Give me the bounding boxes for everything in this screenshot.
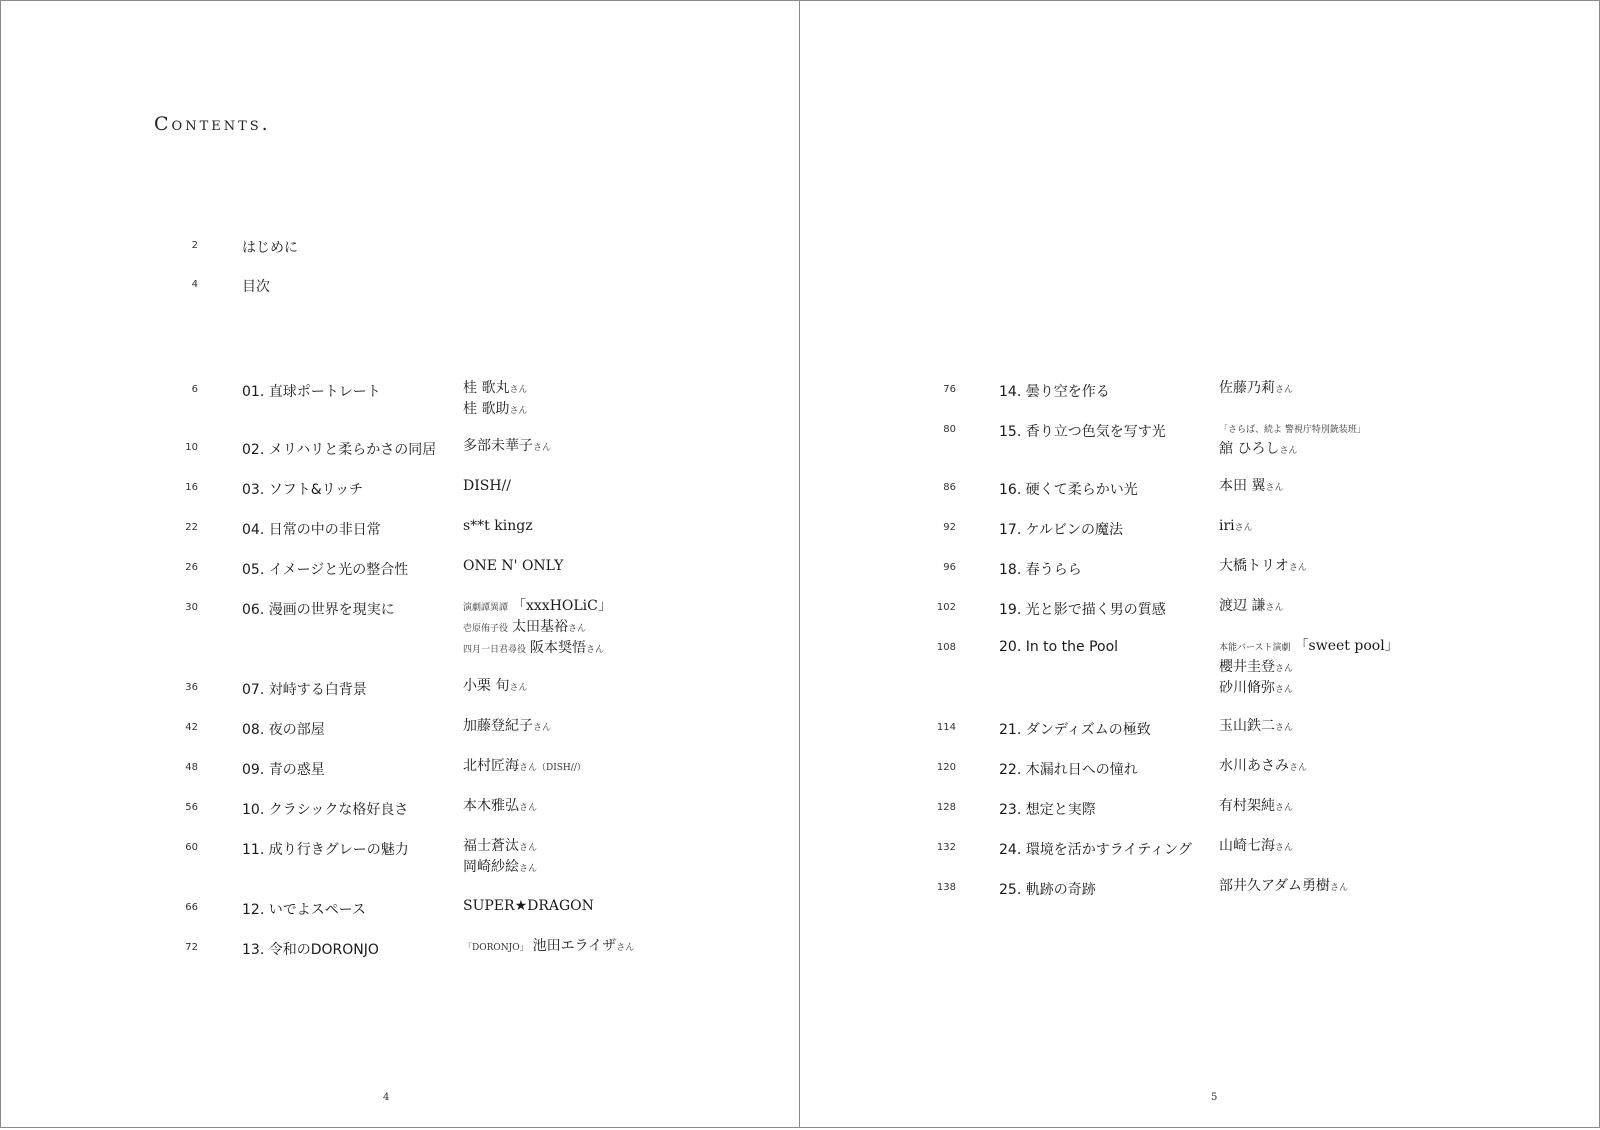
entry-credits: [1219, 379, 1293, 400]
credit-name: 桂 歌助: [463, 401, 510, 417]
toc-entry: [1, 758, 586, 779]
credit-line: [463, 717, 551, 738]
entry-credits: [1219, 797, 1293, 818]
credit-suffix: さん: [1265, 483, 1284, 493]
credit-suffix: さん: [509, 385, 528, 395]
intro-title: はじめに: [242, 240, 298, 256]
credit-line: [1219, 797, 1293, 818]
credit-name: 「sweet pool」: [1294, 638, 1399, 654]
entry-credits: [463, 757, 586, 778]
entry-title: 25. 軌跡の奇跡: [999, 882, 1096, 898]
credit-prefix: 本能バースト演劇: [1219, 643, 1291, 653]
credit-line: [1219, 419, 1370, 440]
credit-line: [463, 937, 634, 958]
entry-title: 03. ソフト&リッチ: [242, 482, 364, 498]
toc-entry: [1, 799, 561, 819]
entry-credits: [463, 717, 551, 738]
toc-entry: [1, 898, 594, 919]
credit-name: 岡崎紗絵: [463, 859, 519, 875]
page-number-left: 4: [383, 1092, 390, 1103]
toc-entry: [1, 838, 561, 875]
credit-name: 本木雅弘: [463, 798, 519, 814]
toc-entry: [800, 759, 1360, 779]
entry-page-number: 30: [185, 602, 198, 613]
entry-credits: [1219, 837, 1293, 858]
entry-credits: [1219, 757, 1307, 778]
entry-page-number: 76: [943, 384, 956, 395]
entry-title: 19. 光と影で描く男の質感: [999, 602, 1166, 618]
credit-line: [463, 837, 537, 858]
credit-name: 佐藤乃莉: [1219, 380, 1275, 396]
entry-credits: [1219, 477, 1283, 498]
entry-page-number: 36: [185, 682, 198, 693]
entry-credits: [1219, 517, 1253, 538]
entry-title: 20. In to the Pool: [999, 639, 1119, 655]
credit-line: [1219, 379, 1293, 400]
credit-name: 大橋トリオ: [1219, 558, 1289, 574]
entry-title: 08. 夜の部屋: [242, 722, 325, 738]
intro-title: 目次: [242, 279, 270, 295]
entry-title: 05. イメージと光の整合性: [242, 562, 409, 578]
credit-suffix: さん: [1275, 664, 1294, 674]
credit-line: [463, 677, 527, 698]
entry-title: 06. 漫画の世界を現実に: [242, 602, 395, 618]
credit-suffix: さん: [509, 406, 528, 416]
credit-name: 部井久アダム勇樹: [1219, 878, 1331, 894]
intro-page-number: 2: [191, 240, 198, 251]
toc-entry: [800, 599, 1360, 619]
entry-page-number: 42: [185, 722, 198, 733]
credit-name: 福士蒼汰: [463, 838, 519, 854]
entry-page-number: 96: [943, 562, 956, 573]
entry-credits: [463, 677, 527, 698]
entry-credits: [1219, 637, 1399, 700]
entry-title: 12. いでよスペース: [242, 902, 367, 918]
contents-heading: Contents.: [154, 113, 271, 135]
entry-title: 02. メリハリと柔らかさの同居: [242, 442, 437, 458]
entry-credits: [463, 597, 612, 660]
entry-credits: [463, 477, 511, 496]
toc-entry: [800, 479, 1360, 499]
entry-title: 14. 曇り空を作る: [999, 384, 1110, 400]
toc-entry: [800, 879, 1360, 899]
toc-entry: [1, 479, 561, 499]
credit-name: 水川あさみ: [1219, 758, 1289, 774]
toc-entry: [1, 519, 561, 539]
credit-suffix: さん: [1289, 763, 1308, 773]
credit-line: [1219, 440, 1370, 461]
toc-entry: [1, 598, 612, 656]
credit-suffix: さん: [519, 864, 538, 874]
credit-line: [463, 400, 527, 421]
entry-credits: [463, 937, 634, 958]
entry-credits: [463, 517, 533, 536]
entry-title: 22. 木漏れ日への憧れ: [999, 762, 1138, 778]
left-page: [0, 0, 800, 1128]
entry-page-number: 86: [943, 482, 956, 493]
toc-entry: [1, 380, 561, 417]
intro-page-number: 4: [191, 279, 198, 290]
credit-prefix: 演劇譚異譚: [463, 603, 509, 613]
entry-credits: [463, 437, 551, 458]
credit-suffix: さん: [586, 645, 605, 655]
credit-line: [1219, 597, 1283, 618]
credit-name: 砂川脩弥: [1219, 680, 1275, 696]
entry-credits: [1219, 557, 1307, 578]
credit-name: 加藤登紀子: [463, 718, 533, 734]
credit-prefix: 壱原侑子役: [463, 624, 509, 634]
entry-credits: [463, 897, 594, 916]
entry-credits: [1219, 597, 1283, 618]
credit-name: 櫻井圭登: [1219, 659, 1275, 675]
credit-suffix: さん: [1330, 883, 1349, 893]
entry-credits: [463, 837, 537, 879]
credit-name: ONE N' ONLY: [463, 558, 564, 574]
credit-line: [463, 797, 537, 818]
entry-page-number: 108: [936, 642, 956, 653]
credit-line: [1219, 637, 1399, 658]
credit-name: iri: [1219, 518, 1235, 534]
credit-line: [463, 618, 612, 639]
credit-name: 舘 ひろし: [1219, 441, 1280, 457]
credit-suffix: さん: [1234, 523, 1253, 533]
toc-entry: [1, 558, 564, 579]
entry-title: 18. 春うらら: [999, 562, 1082, 578]
credit-suffix: さん: [1265, 603, 1284, 613]
entry-page-number: 60: [185, 842, 198, 853]
intro-item: [1, 276, 561, 296]
credit-line: [463, 597, 612, 618]
toc-entry: [800, 638, 1399, 696]
entry-page-number: 80: [943, 424, 956, 435]
credit-line: [463, 379, 527, 400]
credit-name: SUPER★DRAGON: [463, 898, 594, 914]
entry-title: 11. 成り行きグレーの魅力: [242, 842, 409, 858]
credit-line: [1219, 679, 1399, 700]
entry-title: 09. 青の惑星: [242, 762, 325, 778]
toc-entry: [1, 938, 635, 959]
credit-line: [463, 517, 533, 536]
toc-entry: [1, 719, 561, 739]
credit-name: 本田 翼: [1219, 478, 1266, 494]
credit-name: 池田エライザ: [532, 938, 617, 954]
credit-name: 北村匠海: [463, 758, 519, 774]
right-page: [799, 0, 1600, 1128]
entry-page-number: 6: [191, 384, 198, 395]
credit-name: 多部未華子: [463, 438, 533, 454]
toc-entry: [1, 439, 561, 459]
entry-credits: [463, 379, 527, 421]
toc-entry: [800, 519, 1360, 539]
entry-page-number: 72: [185, 942, 198, 953]
entry-credits: [463, 797, 537, 818]
credit-suffix: さん: [1275, 723, 1294, 733]
entry-title: 24. 環境を活かすライティング: [999, 842, 1192, 858]
credit-line: [463, 557, 563, 576]
toc-entry: [800, 421, 1366, 457]
toc-entry: [800, 799, 1360, 819]
credit-suffix: さん: [519, 803, 538, 813]
credit-line: [463, 858, 537, 879]
credit-suffix: さん: [1275, 803, 1294, 813]
entry-page-number: 120: [936, 762, 956, 773]
toc-entry: [800, 559, 1360, 579]
entry-title: 01. 直球ポートレート: [242, 384, 381, 400]
credit-line: [463, 639, 612, 660]
credit-name: 有村架純: [1219, 798, 1275, 814]
entry-page-number: 102: [936, 602, 956, 613]
credit-line: [1219, 837, 1293, 858]
credit-suffix: さん: [533, 443, 552, 453]
entry-title: 10. クラシックな格好良さ: [242, 802, 409, 818]
credit-suffix: さん: [1279, 446, 1298, 456]
credit-line: [1219, 757, 1307, 778]
credit-name: 山崎七海: [1219, 838, 1275, 854]
credit-line: [463, 477, 511, 496]
entry-page-number: 138: [936, 882, 956, 893]
entry-credits: [463, 557, 563, 576]
entry-credits: [1219, 717, 1293, 738]
entry-page-number: 56: [185, 802, 198, 813]
credit-line: [1219, 557, 1307, 578]
toc-entry: [800, 719, 1360, 739]
entry-title: 17. ケルビンの魔法: [999, 522, 1124, 538]
entry-page-number: 26: [185, 562, 198, 573]
credit-suffix: さん: [1288, 563, 1307, 573]
entry-page-number: 10: [185, 442, 198, 453]
credit-line: [463, 757, 586, 778]
credit-prefix: 四月一日君尋役: [463, 645, 527, 655]
entry-page-number: 132: [936, 842, 956, 853]
credit-name: DISH//: [463, 478, 511, 494]
entry-page-number: 114: [936, 722, 956, 733]
credit-name: 阪本奨悟: [530, 640, 587, 656]
credit-line: [1219, 658, 1399, 679]
entry-page-number: 48: [185, 762, 198, 773]
credit-suffix: さん: [1275, 385, 1294, 395]
entry-credits: [1219, 877, 1348, 898]
credit-line: [1219, 877, 1348, 898]
credit-prefix: 「DORONJO」: [463, 943, 529, 953]
toc-entry: [800, 839, 1360, 859]
entry-title: 15. 香り立つ色気を写す光: [999, 424, 1166, 440]
credit-line: [1219, 717, 1293, 738]
entry-page-number: 22: [185, 522, 198, 533]
entry-page-number: 66: [185, 902, 198, 913]
credit-suffix: さん: [519, 843, 538, 853]
entry-page-number: 128: [936, 802, 956, 813]
toc-entry: [1, 679, 561, 699]
credit-line: [1219, 477, 1283, 498]
entry-title: 16. 硬くて柔らかい光: [999, 482, 1138, 498]
credit-line: [1219, 517, 1253, 538]
credit-suffix: さん: [509, 683, 528, 693]
entry-title: 13. 令和のDORONJO: [242, 942, 379, 958]
credit-suffix: さん: [1275, 685, 1294, 695]
credit-name: s**t kingz: [463, 518, 533, 534]
toc-entry: [800, 381, 1360, 401]
credit-prefix: 「さらば、続よ 警視庁特別銃装班」: [1219, 425, 1366, 435]
credit-suffix: さん: [1275, 843, 1294, 853]
entry-title: 23. 想定と実際: [999, 802, 1096, 818]
entry-title: 21. ダンディズムの極致: [999, 722, 1151, 738]
page-number-right: 5: [1211, 1092, 1218, 1103]
credit-name: 太田基裕: [512, 619, 569, 635]
entry-title: 04. 日常の中の非日常: [242, 522, 381, 538]
entry-page-number: 92: [943, 522, 956, 533]
entry-page-number: 16: [185, 482, 198, 493]
entry-credits: [1219, 419, 1370, 461]
credit-line: [463, 437, 551, 458]
credit-suffix: さん: [616, 943, 635, 953]
intro-item: [1, 237, 561, 257]
credit-suffix: さん: [568, 624, 587, 634]
credit-name: 渡辺 謙: [1219, 598, 1266, 614]
credit-suffix: さん: [533, 723, 552, 733]
credit-suffix: さん（DISH//）: [519, 763, 586, 773]
credit-name: 小栗 旬: [463, 678, 510, 694]
credit-name: 玉山鉄二: [1219, 718, 1275, 734]
credit-name: 桂 歌丸: [463, 380, 510, 396]
credit-name: 「xxxHOLiC」: [512, 598, 612, 614]
credit-line: [463, 897, 594, 916]
entry-title: 07. 対峙する白背景: [242, 682, 367, 698]
